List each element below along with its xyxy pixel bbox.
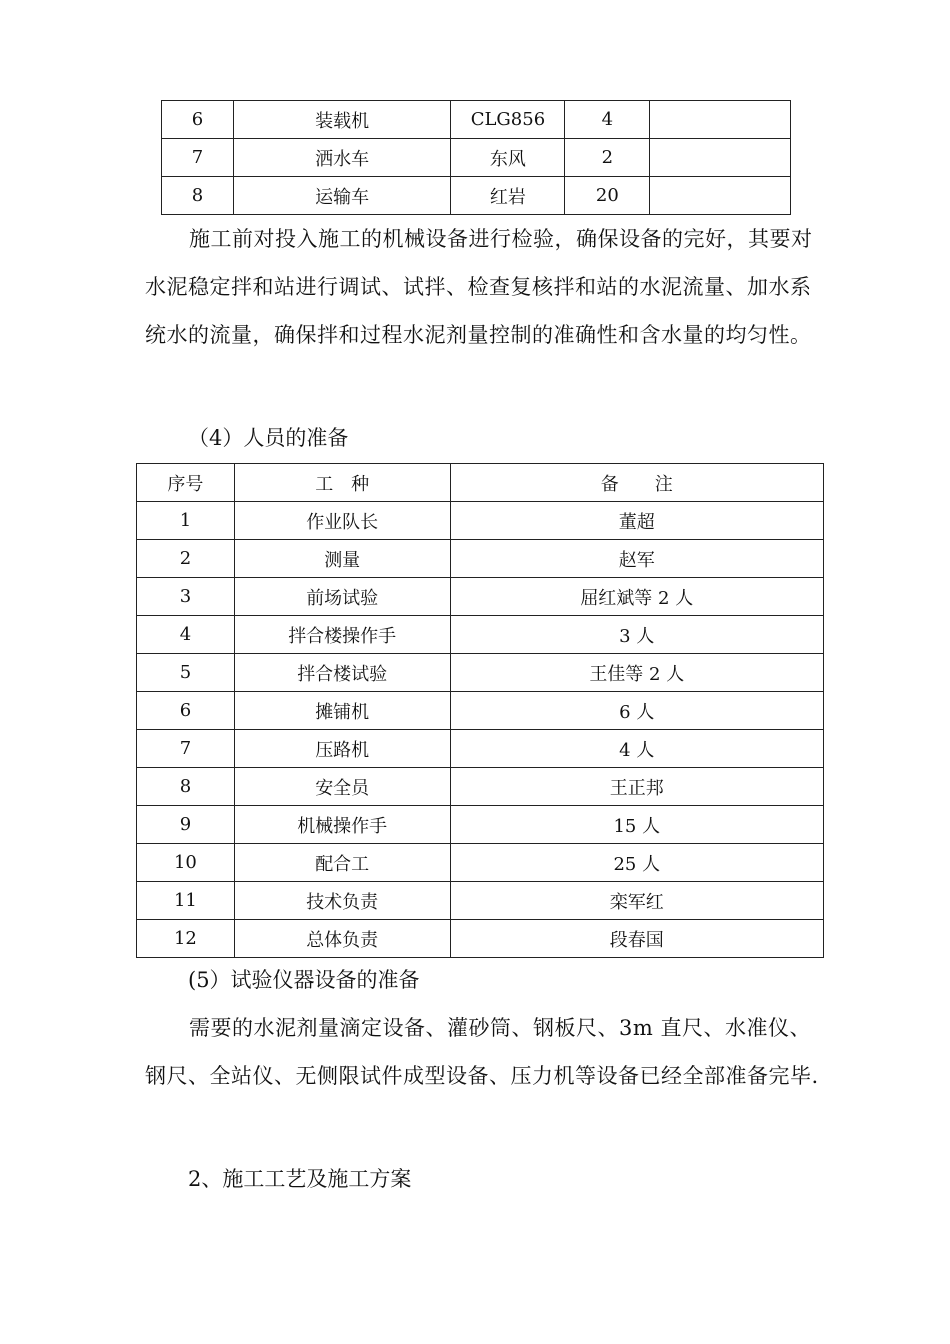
staff-header-row — [137, 464, 824, 502]
table-cell: 总体负责 — [234, 920, 450, 958]
staff-row — [137, 844, 824, 882]
table-cell: 4 — [137, 616, 235, 654]
table-cell: 赵军 — [450, 540, 823, 578]
table-cell: 董超 — [450, 502, 823, 540]
table-cell: 技术负责 — [234, 882, 450, 920]
table-cell: 8 — [162, 177, 234, 215]
table-cell: 测量 — [234, 540, 450, 578]
staff-row — [137, 692, 824, 730]
table-cell: 2 — [565, 139, 650, 177]
column-header: 备 注 — [450, 464, 823, 502]
staff-row — [137, 578, 824, 616]
staff-row — [137, 882, 824, 920]
staff-row — [137, 540, 824, 578]
table-cell: 9 — [137, 806, 235, 844]
table-cell: 20 — [565, 177, 650, 215]
inspection-paragraph: 施工前对投入施工的机械设备进行检验，确保设备的完好，其要对水泥稳定拌和站进行调试、试拌、检查复核拌和站的水泥流量、加水系统水的流量，确保拌和过程水泥剂量控制的准确性和含水量的均匀性。 — [145, 227, 813, 347]
staff-row — [137, 616, 824, 654]
table-cell: 4 — [565, 101, 650, 139]
equipment-row — [162, 101, 791, 139]
equipment-row — [162, 177, 791, 215]
table-cell: 栾军红 — [450, 882, 823, 920]
staff-row — [137, 806, 824, 844]
instruments-heading: (5）试验仪器设备的准备 — [188, 968, 420, 992]
table-cell: 配合工 — [234, 844, 450, 882]
table-cell: 东风 — [451, 139, 565, 177]
staff-row — [137, 730, 824, 768]
staff-row — [137, 768, 824, 806]
table-cell: CLG856 — [451, 101, 565, 139]
table-cell: 运输车 — [233, 177, 451, 215]
table-cell: 作业队长 — [234, 502, 450, 540]
table-cell: 10 — [137, 844, 235, 882]
table-cell: 前场试验 — [234, 578, 450, 616]
table-cell: 8 — [137, 768, 235, 806]
table-cell: 王佳等 2 人 — [450, 654, 823, 692]
staff-table — [136, 463, 824, 958]
process-heading: 2、施工工艺及施工方案 — [188, 1167, 412, 1191]
table-cell: 拌合楼试验 — [234, 654, 450, 692]
table-cell: 6 — [162, 101, 234, 139]
table-cell: 25 人 — [450, 844, 823, 882]
table-cell: 红岩 — [451, 177, 565, 215]
column-header: 工 种 — [234, 464, 450, 502]
table-cell: 安全员 — [234, 768, 450, 806]
table-cell: 1 — [137, 502, 235, 540]
table-cell: 屈红斌等 2 人 — [450, 578, 823, 616]
table-cell: 3 — [137, 578, 235, 616]
table-cell: 摊铺机 — [234, 692, 450, 730]
staff-row — [137, 920, 824, 958]
table-cell: 压路机 — [234, 730, 450, 768]
table-cell: 2 — [137, 540, 235, 578]
table-cell — [650, 177, 791, 215]
table-cell: 5 — [137, 654, 235, 692]
table-cell: 装载机 — [233, 101, 451, 139]
table-cell: 3 人 — [450, 616, 823, 654]
table-cell: 6 人 — [450, 692, 823, 730]
table-cell: 王正邦 — [450, 768, 823, 806]
table-cell: 15 人 — [450, 806, 823, 844]
staff-row — [137, 502, 824, 540]
table-cell — [650, 139, 791, 177]
table-cell: 11 — [137, 882, 235, 920]
table-cell — [650, 101, 791, 139]
personnel-heading: （4）人员的准备 — [188, 426, 349, 450]
table-cell: 6 — [137, 692, 235, 730]
instruments-paragraph: 需要的水泥剂量滴定设备、灌砂筒、钢板尺、3m 直尺、水准仪、钢尺、全站仪、无侧限试件成型设备、压力机等设备已经全部准备完毕. — [145, 1016, 819, 1088]
table-cell: 拌合楼操作手 — [234, 616, 450, 654]
staff-row — [137, 654, 824, 692]
column-header: 序号 — [137, 464, 235, 502]
table-cell: 4 人 — [450, 730, 823, 768]
table-cell: 段春国 — [450, 920, 823, 958]
table-cell: 机械操作手 — [234, 806, 450, 844]
equipment-row — [162, 139, 791, 177]
table-cell: 洒水车 — [233, 139, 451, 177]
table-cell: 7 — [162, 139, 234, 177]
table-cell: 7 — [137, 730, 235, 768]
equipment-table — [161, 100, 791, 215]
table-cell: 12 — [137, 920, 235, 958]
